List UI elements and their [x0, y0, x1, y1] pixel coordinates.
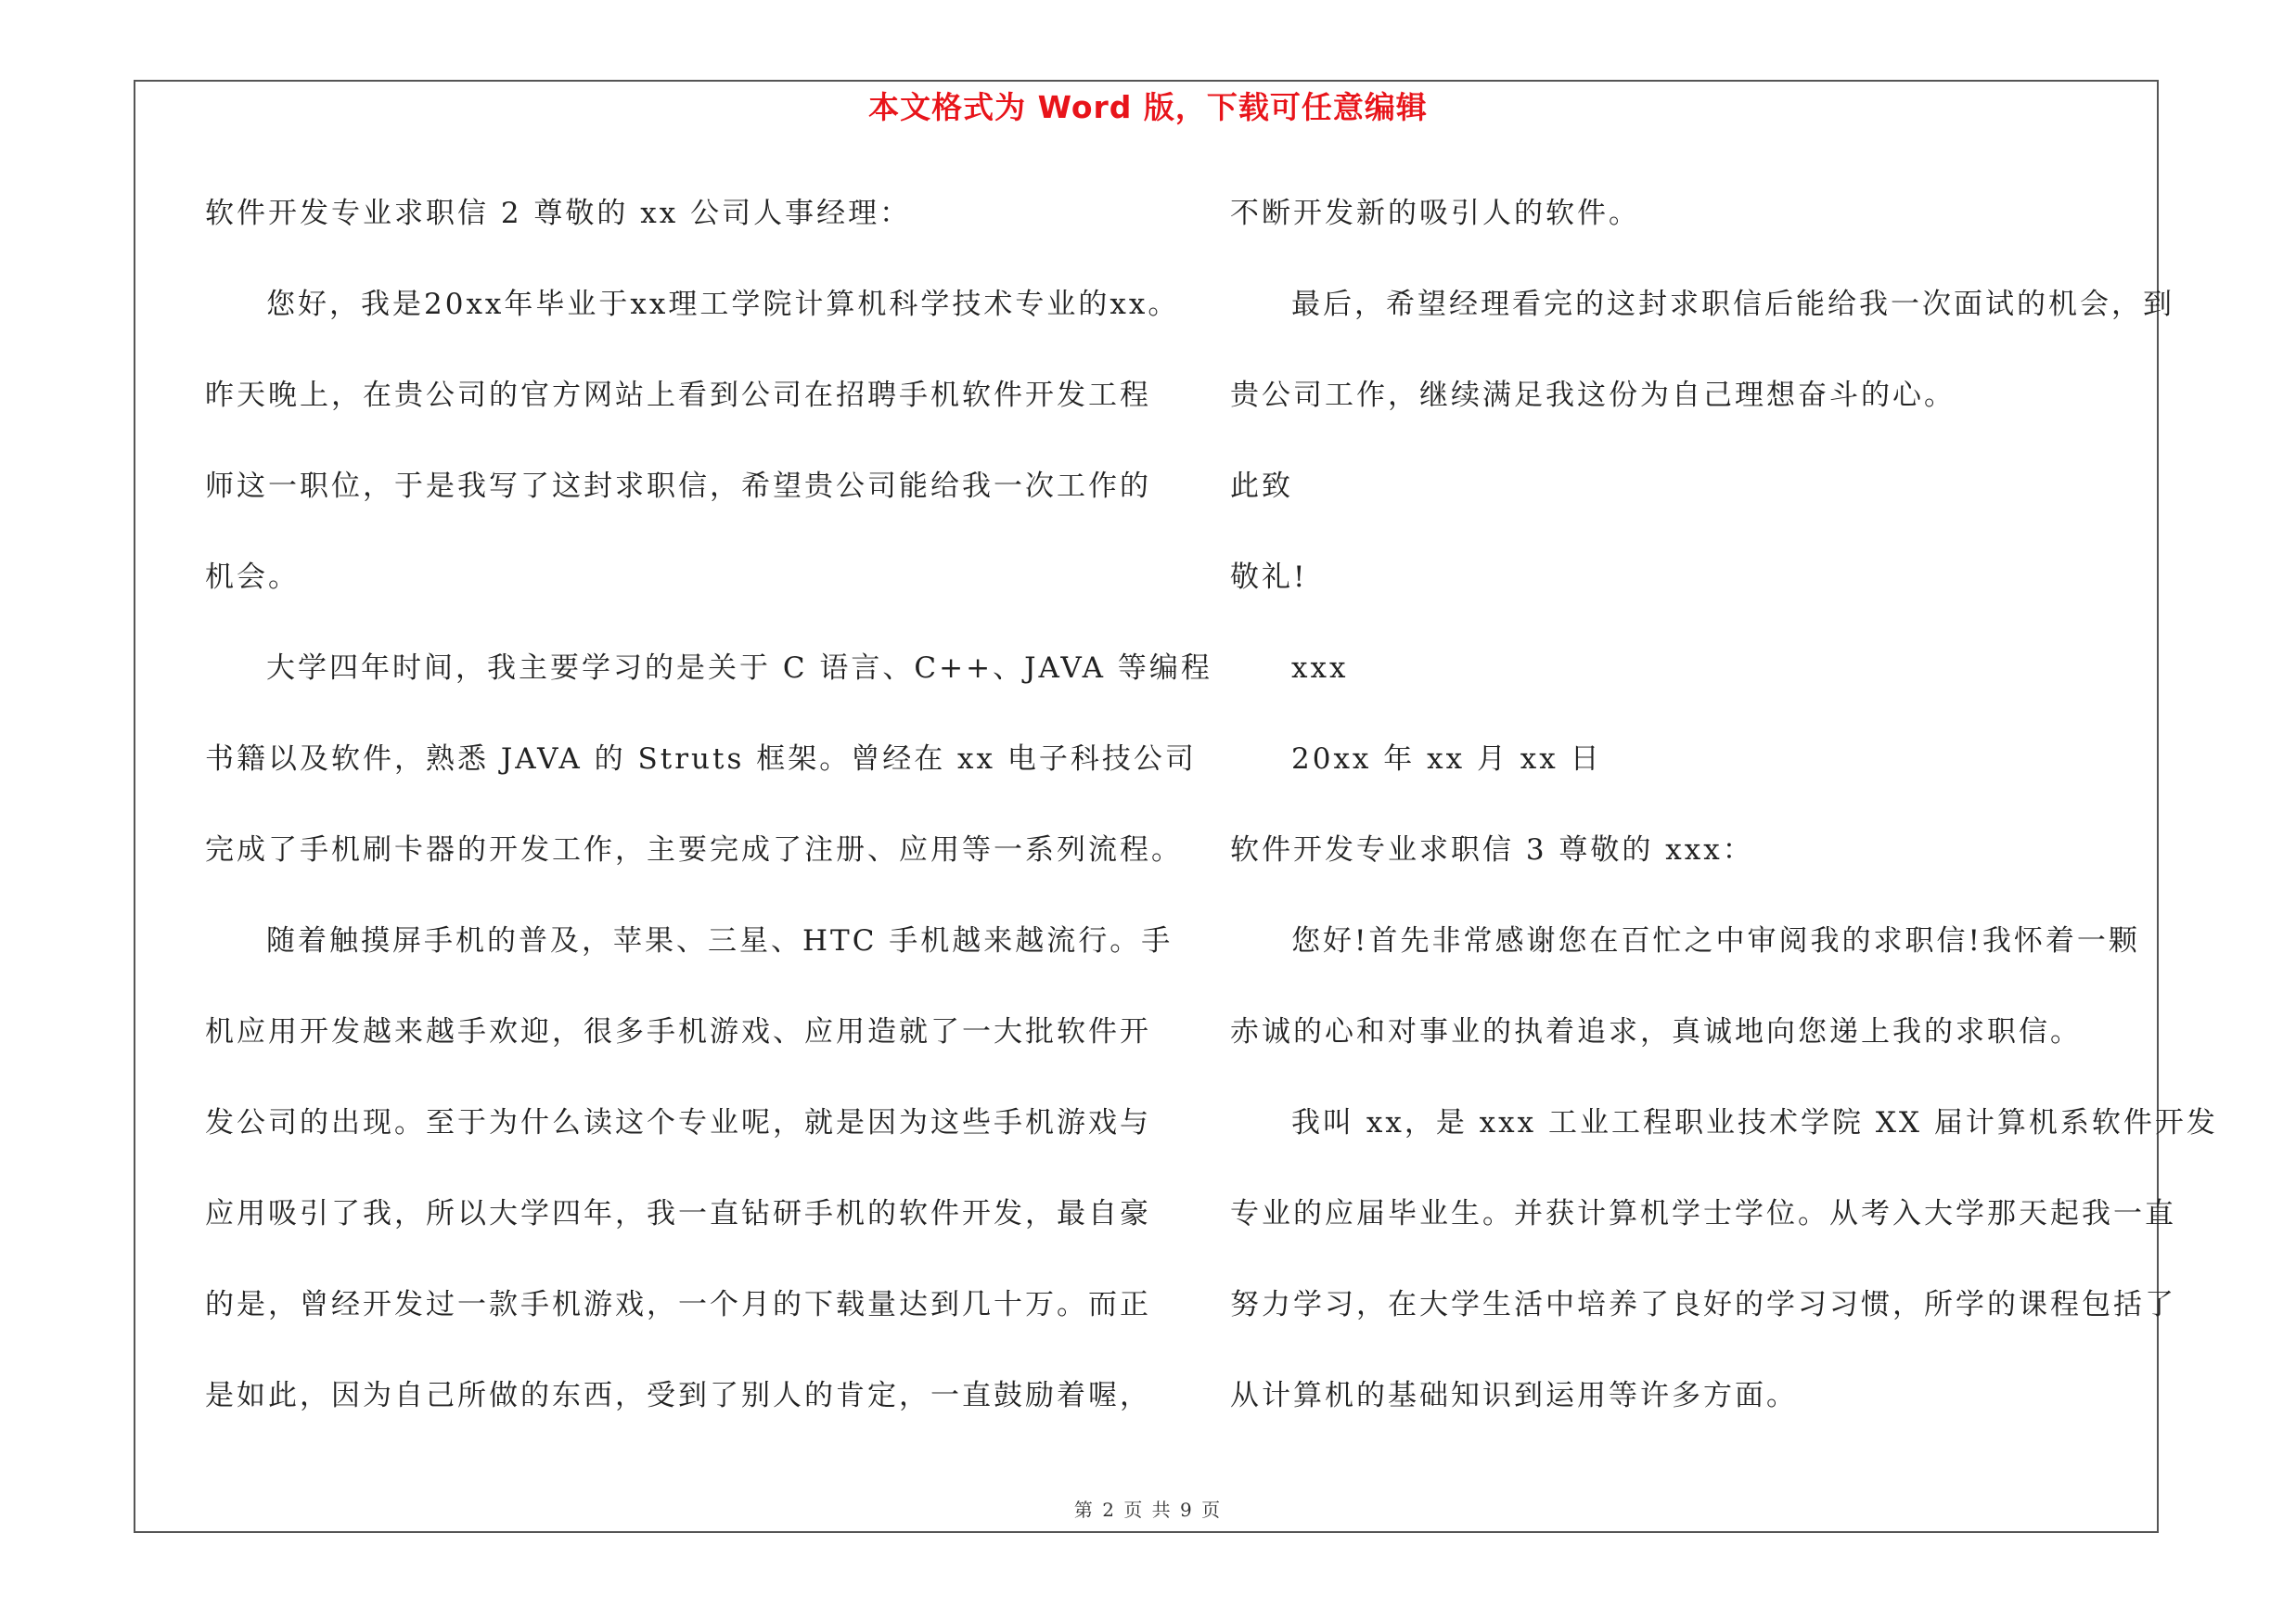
- text-line: 完成了手机刷卡器的开发工作，主要完成了注册、应用等一系列流程。: [205, 833, 1183, 867]
- signature-name: xxx: [1291, 651, 1349, 685]
- text-line: 专业的应届毕业生。并获计算机学士学位。从考入大学那天起我一直: [1230, 1197, 2176, 1230]
- text-line: 贵公司工作，继续满足我这份为自己理想奋斗的心。: [1230, 379, 1956, 412]
- text-line: 最后，希望经理看完的这封求职信后能给我一次面试的机会，到: [1291, 288, 2174, 321]
- text-line: 机会。: [205, 560, 300, 594]
- signature-date: 20xx 年 xx 月 xx 日: [1291, 742, 1602, 776]
- text-line: 您好!首先非常感谢您在百忙之中审阅我的求职信!我怀着一颗: [1291, 924, 2140, 958]
- text-line: 从计算机的基础知识到运用等许多方面。: [1230, 1379, 1798, 1412]
- text-line: 书籍以及软件，熟悉 JAVA 的 Struts 框架。曾经在 xx 电子科技公司: [205, 742, 1197, 776]
- text-line: 软件开发专业求职信 3 尊敬的 xxx：: [1230, 833, 1754, 867]
- closing-salutation: 此致: [1230, 470, 1293, 503]
- text-line: 随着触摸屏手机的普及，苹果、三星、HTC 手机越来越流行。手: [266, 924, 1174, 958]
- text-line: 我叫 xx，是 xxx 工业工程职业技术学院 XX 届计算机系软件开发: [1291, 1106, 2218, 1140]
- text-line: 应用吸引了我，所以大学四年，我一直钻研手机的软件开发，最自豪: [205, 1197, 1151, 1230]
- text-line: 努力学习，在大学生活中培养了良好的学习习惯，所学的课程包括了: [1230, 1288, 2176, 1321]
- closing-regards: 敬礼!: [1230, 560, 1308, 594]
- word-format-banner: 本文格式为 Word 版，下载可任意编辑: [868, 89, 1428, 125]
- text-line: 机应用开发越来越手欢迎，很多手机游戏、应用造就了一大批软件开: [205, 1015, 1151, 1049]
- text-line: 的是，曾经开发过一款手机游戏，一个月的下载量达到几十万。而正: [205, 1288, 1151, 1321]
- text-line: 您好，我是20xx年毕业于xx理工学院计算机科学技术专业的xx。: [266, 288, 1180, 321]
- text-line: 赤诚的心和对事业的执着追求，真诚地向您递上我的求职信。: [1230, 1015, 2082, 1049]
- text-line: 昨天晚上，在贵公司的官方网站上看到公司在招聘手机软件开发工程: [205, 379, 1151, 412]
- text-line: 大学四年时间，我主要学习的是关于 C 语言、C++、JAVA 等编程: [266, 651, 1212, 685]
- text-line: 是如此，因为自己所做的东西，受到了别人的肯定，一直鼓励着喔，: [205, 1379, 1151, 1412]
- text-line: 不断开发新的吸引人的软件。: [1230, 197, 1640, 230]
- page-number: 第 2 页 共 9 页: [1073, 1499, 1223, 1521]
- text-line: 师这一职位，于是我写了这封求职信，希望贵公司能给我一次工作的: [205, 470, 1151, 503]
- text-line: 软件开发专业求职信 2 尊敬的 xx 公司人事经理：: [205, 197, 912, 230]
- text-line: 发公司的出现。至于为什么读这个专业呢，就是因为这些手机游戏与: [205, 1106, 1151, 1140]
